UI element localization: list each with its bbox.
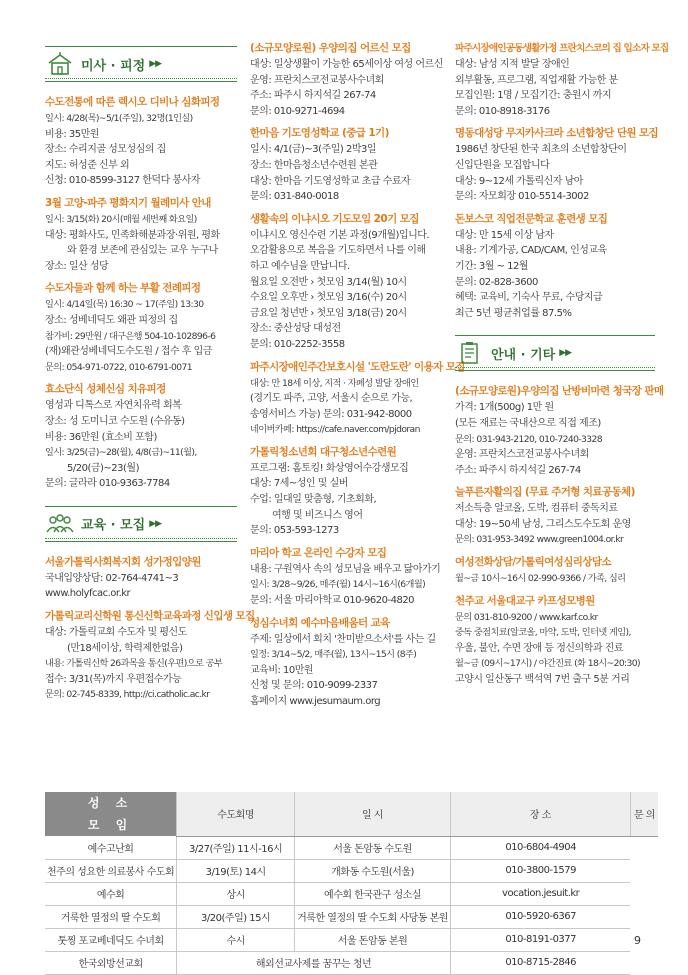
item-line: (경기도 파주, 고양, 서울시 순으로 가능, <box>250 393 413 405</box>
item-line: 일시: 4/28(목)~5/1(주일), 32명(1인실) <box>45 113 193 124</box>
item-line: 신청: 010-8599-3127 한덕다 봉사자 <box>45 175 200 187</box>
item-line: 중독 중점치료(알코올, 마약, 도박, 인터넷 게임), <box>455 627 631 639</box>
item-line: 운영: 프란치스코전교봉사수녀회 <box>455 449 589 461</box>
item-title: 파주시장애인공동생활가정 프란치스코의 집 입소자 모집 <box>455 43 669 54</box>
item-line: 이냐시오 영신수련 기본 과정(9개월)입니다. <box>250 229 430 241</box>
item-title: (소규모양로원) 우양의집 어르신 모집 <box>250 42 411 54</box>
notice-list <box>455 383 664 687</box>
table-header-row <box>45 792 658 836</box>
item-line: 문의: 010-9271-4694 <box>250 105 345 117</box>
section-header-education-recruit <box>45 506 237 542</box>
item-line: (재)왜관성베네딕도수도원 / 접수 후 입금 <box>45 346 212 358</box>
item-line: 장소: 수리지골 성모성심의 집 <box>45 144 166 156</box>
item-line: 문의 031-810-9200 / www.karf.co.kr <box>455 611 598 623</box>
item-line: 프로그램: 홈토킹! 화상영어수강생모집 <box>250 462 409 474</box>
table-cell: 서울 돈암동 본원 <box>295 928 451 951</box>
table-cell: 상시 <box>177 882 295 905</box>
item-line: 하고 예수님을 만납니다. <box>250 260 350 272</box>
item-line: 대상: 일상생활이 가능한 65세이상 여성 어르신 <box>250 59 443 70</box>
item-line: 모집인원: 1명 / 모집기간: 충원시 까지 <box>455 90 612 102</box>
item-line: 일시: 3/28~9/26, 매주(월) 14시~16시(6개월) <box>250 579 426 591</box>
people-icon <box>45 511 75 537</box>
table-row <box>45 859 658 882</box>
item-title: 가톨릭교리신학원 통신신학교육과정 신입생 모집 <box>45 610 255 623</box>
table-cell: 3/19(토) 14시 <box>177 859 295 882</box>
item-line: www.holyfcac.or.kr <box>45 588 131 600</box>
item-line: 월~금 (09시~17시) / 야간진료 (화 18시~20:30) <box>455 658 641 670</box>
column-1 <box>45 40 255 703</box>
item-line: (모든 재료는 국내산으로 직접 제조) <box>455 417 601 429</box>
item-line: 장소: 일산 성당 <box>45 260 109 272</box>
table-cell: 010-6804-4904 <box>450 836 630 859</box>
table-cell: 천주의 성요한 의료봉사 수도회 <box>45 859 177 882</box>
item-line: 고양시 일산동구 백석역 7번 출구 5분 거리 <box>455 674 630 686</box>
item-line: 내용: 기계가공, CAD/CAM, 인성교육 <box>455 245 607 257</box>
notepad-icon <box>455 340 485 366</box>
arrow-icons: ▶▶ <box>149 518 162 529</box>
item-line: 장소: 중산성당 대성전 <box>250 323 341 335</box>
item-line: 오감활용으로 복음을 기도하면서 나를 이해 <box>250 245 426 257</box>
table-row <box>45 882 658 905</box>
item-line: 대상: 19~50세 남성, 그리스도수도회 운영 <box>455 518 631 530</box>
item-title: 돈보스코 직업전문학교 훈련생 모집 <box>455 212 608 225</box>
item-title: 가톨릭청소년회 대구청소년수련원 <box>250 445 397 458</box>
item-line: 여행 및 비즈니스 영어 <box>272 509 363 521</box>
item-line: 송영서비스 가능) 문의: 031-942-8000 <box>250 408 412 420</box>
education-list <box>45 554 255 703</box>
item-title: 천주교 서울대교구 카프성모병원 <box>455 594 595 607</box>
side-label-line: 성 소 <box>87 796 134 810</box>
mass-retreat-list <box>45 94 237 492</box>
item-line: 대상: 만 18세 이상, 지적 · 자폐성 발달 장애인 <box>250 377 419 389</box>
item-line: 내용: 가톨릭신학 26과목을 통신(우편)으로 공부 <box>45 658 223 670</box>
item-line: 대상: 평화사도, 민족화해분과장·위원, 평화 <box>45 229 220 241</box>
item-line: 문의: 자모회장 010-5514-3002 <box>455 191 589 203</box>
section-header-notice-etc <box>455 335 655 371</box>
table-cell: 수시 <box>177 928 295 951</box>
vocation-table <box>45 792 658 975</box>
item-title: 수도자들과 함께 하는 부활 전례피정 <box>45 282 201 295</box>
item-line: 장소: 성베네딕도 왜관 피정의 집 <box>45 314 178 326</box>
table-body <box>45 836 658 974</box>
item-line: 와 환경 보존에 관심있는 교우 누구나 <box>67 245 218 257</box>
item-line: 운영: 프란치스코전교봉사수녀회 <box>250 74 384 86</box>
item-line: 문의: 02-745-8339, http://ci.catholic.ac.kr <box>45 689 210 701</box>
item-line: 1986년 창단된 한국 최초의 소년합창단이 <box>455 144 627 156</box>
column-header: 장 소 <box>450 792 630 836</box>
column-2 <box>250 40 465 710</box>
item-title: 성심수녀회 예수마음배움터 교육 <box>250 616 390 629</box>
item-line: 일시: 4/1(금)~3(주일) 2박3일 <box>250 144 377 156</box>
item-line: 장소: 한마음청소년수련원 본관 <box>250 159 378 171</box>
side-label-line: 모 임 <box>87 818 134 832</box>
item-line: 최근 5년 평균취업률 87.5% <box>455 307 572 319</box>
item-line: 문의: 031-943-2120, 010-7240-3328 <box>455 433 603 445</box>
table-cell: 개화동 수도원(서울) <box>295 859 451 882</box>
item-line: 가격: 1개(500g) 1만 원 <box>455 402 554 414</box>
item-line: (만18세이상, 학력제한없음) <box>67 642 183 654</box>
church-icon <box>45 51 75 77</box>
item-line: 수요일 오후반 › 첫모임 3/16(수) 20시 <box>250 292 407 304</box>
item-title: 효소단식 성체신심 치유피정 <box>45 383 166 396</box>
item-line: 신청 및 문의: 010-9099-2337 <box>250 680 378 692</box>
item-line: 월~금 10시~16시 02-990-9366 / 가족, 심리 <box>455 573 626 585</box>
item-line: 비용: 36만원 (효소비 포함) <box>45 431 157 443</box>
item-title: 마리아 학교 온라인 수강자 모집 <box>250 546 387 559</box>
item-line: 주소: 파주시 하지석길 267-74 <box>455 464 581 476</box>
item-line: 일시: 3/15(화) 20시(매월 세번째 화요일) <box>45 213 197 225</box>
item-line: 주제: 일상에서 회치 '찬미받으소서'를 사는 길 <box>250 633 436 645</box>
table-cell: 서울 돈암동 수도원 <box>295 836 451 859</box>
table-cell: 3/20(주일) 15시 <box>177 905 295 928</box>
item-title: 여성전화상담/가톨릭여성심리상담소 <box>455 556 611 569</box>
item-line: 문의: 010-8918-3176 <box>455 105 550 117</box>
item-title: 명동대성당 무지카사크라 소년합창단 단원 모집 <box>455 127 659 140</box>
table-cell: 예수회 <box>45 882 177 905</box>
item-line: 문의: 031-953-3492 www.green1004.or.kr <box>455 534 624 546</box>
item-line: 네이버카페: https://cafe.naver.com/pjdoran <box>250 424 420 436</box>
table-cell: 한국외방선교회 <box>45 951 177 974</box>
item-line: 금요일 청년반 › 첫모임 3/18(금) 20시 <box>250 307 407 319</box>
item-line: 장소: 성 도미니코 수도원 (수유동) <box>45 415 185 427</box>
table-side-label <box>45 792 177 836</box>
item-line: 외부활동, 프로그램, 직업재활 가능한 분 <box>455 74 618 86</box>
arrow-icons: ▶▶ <box>149 59 162 69</box>
item-line: 신입단원을 모집합니다 <box>455 159 550 171</box>
item-line: 기간: 3월 ~ 12월 <box>455 260 529 272</box>
item-line: 대상: 7세~성인 및 실버 <box>250 478 348 490</box>
table-cell: 예수회 한국관구 성소실 <box>295 882 451 905</box>
item-line: 주소: 파주시 하지석길 267-74 <box>250 90 376 102</box>
section-title: 미사 · 피정 <box>81 58 146 74</box>
table-row <box>45 928 658 951</box>
table-cell: 툿찡 포교베네딕도 수녀회 <box>45 928 177 951</box>
arrow-icons: ▶▶ <box>559 348 572 359</box>
item-line: 문의: 글라라 010-9363-7784 <box>45 478 170 490</box>
section-title: 안내 · 기타 <box>491 347 556 363</box>
item-line: 문의: 031-840-0018 <box>250 191 339 203</box>
item-line: 저소득층 알코올, 도박, 컴퓨터 중독치료 <box>455 503 618 515</box>
recruit-list <box>250 40 465 710</box>
item-line: 수업: 일대일 맞춤형, 기초회화, <box>250 494 377 506</box>
item-line: 대상: 가톨릭교회 수도자 및 평신도 <box>45 627 187 639</box>
table-cell: 거룩한 열정의 딸 수도회 사당동 본원 <box>295 905 451 928</box>
item-line: 접수: 3/31(목)까지 우편접수가능 <box>45 673 182 685</box>
item-line: 우울, 불안, 수면 장애 등 정신의학과 진료 <box>455 642 623 654</box>
item-line: 일시: 3/25(금)~28(월), 4/8(금)~11(월), <box>45 447 197 459</box>
item-title: 수도전통에 따른 렉시오 디비나 심화피정 <box>45 96 220 108</box>
item-line: 국내입양상담: 02-764-4741~3 <box>45 572 179 584</box>
table-cell: 3/27(주일) 11시-16시 <box>177 836 295 859</box>
page-number: 9 <box>634 934 641 947</box>
item-title: (소규모양로원)우양의집 난방비마련 청국장 판매 <box>455 385 664 398</box>
item-line: 대상: 9~12세 가톨릭신자 남아 <box>455 175 583 187</box>
item-line: 대상: 만 15세 이상 남자 <box>455 229 554 241</box>
column-header: 문 의 <box>630 792 658 836</box>
item-line: 문의: 서울 마리아학교 010-9620-4820 <box>250 595 415 607</box>
item-line: 일시: 4/14일(목) 16:30 ~ 17(주일) 13:30 <box>45 299 204 311</box>
item-line: 혜택: 교육비, 기숙사 무료, 수당지급 <box>455 292 603 304</box>
table-cell: 거룩한 열정의 딸 수도회 <box>45 905 177 928</box>
item-line: 비용: 35만원 <box>45 128 99 140</box>
item-line: 대상: 한마음 기도영성학교 초급 수료자 <box>250 175 411 187</box>
item-line: 문의: 053-593-1273 <box>250 525 339 537</box>
item-title: 파주시장애인주간보호시설 '도란도란' 이용자 모집 <box>250 360 465 373</box>
item-line: 문의: 054-971-0722, 010-6791-0071 <box>45 361 193 373</box>
item-line: 일정: 3/14~5/2, 매주(월), 13시~15시 (8주) <box>250 649 417 661</box>
item-title: 3월 고양-파주 평화지기 월례미사 안내 <box>45 196 211 209</box>
table-row <box>45 905 658 928</box>
item-line: 문의: 02-828-3600 <box>455 276 538 288</box>
table-cell: 010-5920-6367 <box>450 905 630 928</box>
item-line: 홈페이지 www.jesumaum.org <box>250 696 381 707</box>
table-row <box>45 951 658 974</box>
table-cell: 해외선교사제를 꿈꾸는 청년 <box>177 951 451 974</box>
item-line: 월요일 오전반 › 첫모임 3/14(월) 10시 <box>250 276 407 288</box>
item-title: 늘푸른자활의집 (무료 주거형 치료공동체) <box>455 486 635 499</box>
table-cell: 010-3800-1579 <box>450 859 630 882</box>
item-line: 지도: 허성준 신부 외 <box>45 159 130 171</box>
item-title: 생활속의 이냐시오 기도모임 20기 모집 <box>250 212 419 225</box>
item-title: 한마음 기도영성학교 (중급 1기) <box>250 127 389 140</box>
section-title: 교육 · 모집 <box>81 518 146 534</box>
recruit-list-2 <box>455 40 669 321</box>
item-line: 문의: 010-2252-3558 <box>250 338 345 350</box>
table-cell: vocation.jesuit.kr <box>450 882 630 905</box>
item-line: 내용: 구원역사 속의 성모님을 배우고 닮아가기 <box>250 563 441 575</box>
item-title: 서울가톨릭사회복지회 성가정입양원 <box>45 555 201 568</box>
table-cell: 010-8715-2846 <box>450 951 630 974</box>
table-cell: 010-8191-0377 <box>450 928 630 951</box>
column-header: 일 시 <box>295 792 451 836</box>
item-line: 대상: 남성 지적 발달 장애인 <box>455 59 570 70</box>
item-line: 영성과 디톡스로 자연치유력 회복 <box>45 400 182 412</box>
item-line: 5/20(금)~23(월) <box>67 462 139 474</box>
table-cell: 예수고난회 <box>45 836 177 859</box>
item-line: 참가비: 29만원 / 대구은행 504-10-102896-6 <box>45 330 216 342</box>
item-line: 교육비: 10만원 <box>250 664 314 676</box>
section-header-mass-retreat <box>45 46 237 82</box>
column-3 <box>455 40 669 688</box>
table-row <box>45 836 658 859</box>
column-header: 수도회명 <box>177 792 295 836</box>
